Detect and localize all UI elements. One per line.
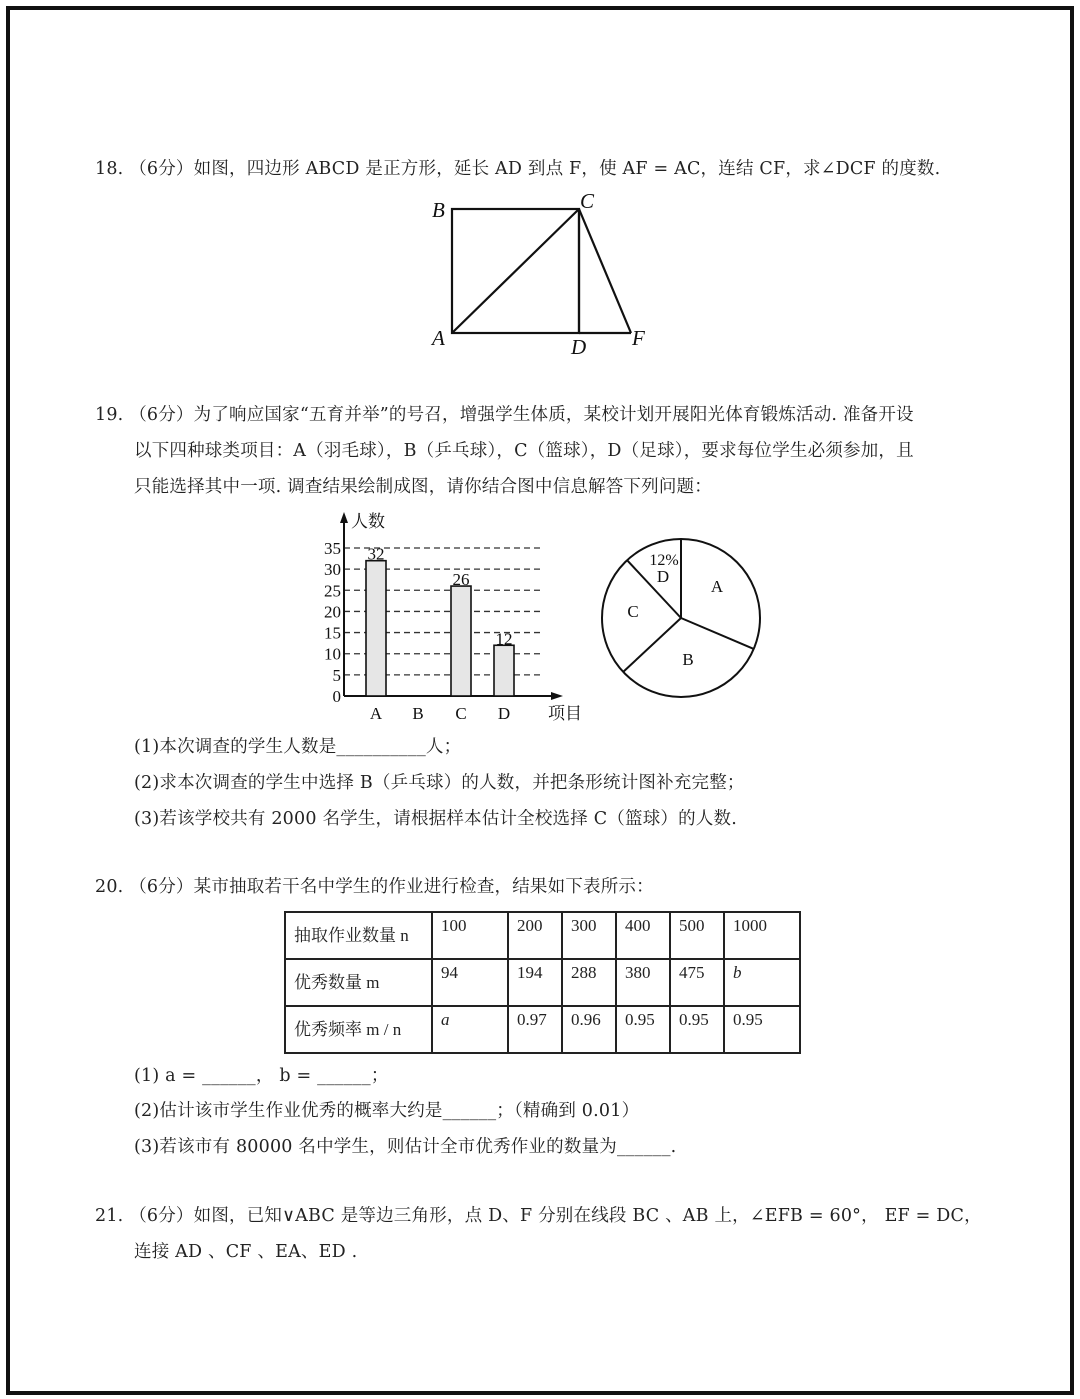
q20-sub-1: (1) a = ______， b = ______；: [134, 1066, 389, 1086]
y-axis-arrow: [340, 512, 348, 523]
q18-text: 18. （6分）如图，四边形 ABCD 是正方形，延长 AD 到点 F，使 AF = AC，连结 CF，求∠DCF 的度数.: [95, 159, 941, 179]
bar-value-label: 12: [495, 629, 513, 649]
q20-text: 20. （6分）某市抽取若干名中学生的作业进行检查，结果如下表所示：: [95, 877, 654, 897]
y-tick-label: 5: [332, 665, 341, 685]
pie-radius: [681, 618, 754, 649]
table-row: [285, 1006, 800, 1053]
row-header-n: 抽取作业数量 n: [285, 912, 432, 959]
x-tick-label: D: [497, 704, 511, 723]
table-cell: 1000: [724, 912, 800, 959]
pie-label-d: D: [656, 567, 670, 586]
y-axis-label: 人数: [351, 512, 385, 531]
label-f: F: [632, 326, 645, 350]
q20-sub-2: (2)估计该市学生作业优秀的概率大约是______；（精确到 0.01）: [134, 1101, 640, 1121]
pie-label-b: B: [682, 650, 694, 669]
table-cell: 475: [670, 959, 724, 1006]
row-header-m: 优秀数量 m: [285, 959, 432, 1006]
bar-chart: [300, 505, 600, 730]
bar-c: [451, 586, 471, 696]
y-tick-label: 10: [324, 644, 341, 664]
diagonal-ac: [452, 209, 579, 333]
table-cell: 0.95: [724, 1006, 800, 1053]
label-b: B: [432, 198, 445, 222]
q21-text-1: 21. （6分）如图，已知∨ABC 是等边三角形，点 D、F 分别在线段 BC 、AB 上，∠EFB = 60°， EF = DC，: [95, 1206, 982, 1226]
table-cell: 200: [508, 912, 562, 959]
table-row: [285, 912, 800, 959]
pie-chart: [598, 535, 763, 700]
table-cell: 0.96: [562, 1006, 616, 1053]
x-tick-label: C: [455, 704, 467, 723]
table-cell: 400: [616, 912, 670, 959]
pie-label-c: C: [627, 602, 639, 621]
table-cell: 194: [508, 959, 562, 1006]
table-cell: 300: [562, 912, 616, 959]
pie-radius: [623, 618, 681, 672]
y-tick-label: 35: [324, 539, 341, 558]
label-a: A: [432, 326, 445, 350]
q20-sub-3: (3)若该市有 80000 名中学生，则估计全市优秀作业的数量为______.: [134, 1137, 677, 1157]
table-cell: 380: [616, 959, 670, 1006]
table-cell: 288: [562, 959, 616, 1006]
q19-text-3: 只能选择其中一项. 调查结果绘制成图，请你结合图中信息解答下列问题：: [134, 477, 712, 497]
y-tick-label: 25: [324, 581, 341, 601]
pie-percent-d: 12%: [649, 552, 679, 569]
table-cell: 0.95: [616, 1006, 670, 1053]
row-header-freq: 优秀频率 m / n: [285, 1006, 432, 1053]
q21-text-2: 连接 AD 、CF 、EA、ED .: [134, 1242, 358, 1262]
bar-value-label: 26: [452, 570, 470, 590]
x-axis-label: 项目: [548, 704, 582, 723]
table-cell: 500: [670, 912, 724, 959]
table-cell: a: [432, 1006, 508, 1053]
q19-sub-1: (1)本次调查的学生人数是__________人；: [134, 737, 462, 757]
segment-cf: [579, 209, 631, 333]
q18-figure: [420, 185, 660, 360]
x-axis-arrow: [551, 692, 563, 700]
bar-a: [366, 561, 386, 696]
table-row: [285, 959, 800, 1006]
x-tick-label: B: [412, 704, 424, 723]
table-cell: b: [724, 959, 800, 1006]
q19-sub-2: (2)求本次调查的学生中选择 B（乒乓球）的人数，并把条形统计图补充完整；: [134, 773, 745, 793]
label-d: D: [571, 335, 587, 359]
table-cell: 94: [432, 959, 508, 1006]
bar-d: [494, 645, 514, 696]
y-tick-label: 30: [324, 560, 341, 580]
x-tick-label: A: [369, 704, 383, 723]
table-cell: 100: [432, 912, 508, 959]
y-tick-label: 15: [324, 623, 341, 643]
q19-text-2: 以下四种球类项目：A（羽毛球），B（乒乓球），C（篮球），D（足球），要求每位学生必须参加，且: [134, 441, 914, 461]
bar-value-label: 32: [367, 544, 385, 564]
table-cell: 0.95: [670, 1006, 724, 1053]
y-tick-label: 0: [332, 687, 341, 706]
q19-sub-3: (3)若该学校共有 2000 名学生，请根据样本估计全校选择 C（篮球）的人数.: [134, 809, 737, 829]
q19-text-1: 19. （6分）为了响应国家“五育并举”的号召，增强学生体质，某校计划开展阳光体育锻炼活动. 准备开设: [95, 405, 914, 425]
homework-table: [284, 911, 801, 1054]
y-tick-label: 20: [324, 602, 341, 622]
table-cell: 0.97: [508, 1006, 562, 1053]
label-c: C: [580, 189, 595, 213]
pie-label-a: A: [710, 577, 724, 596]
